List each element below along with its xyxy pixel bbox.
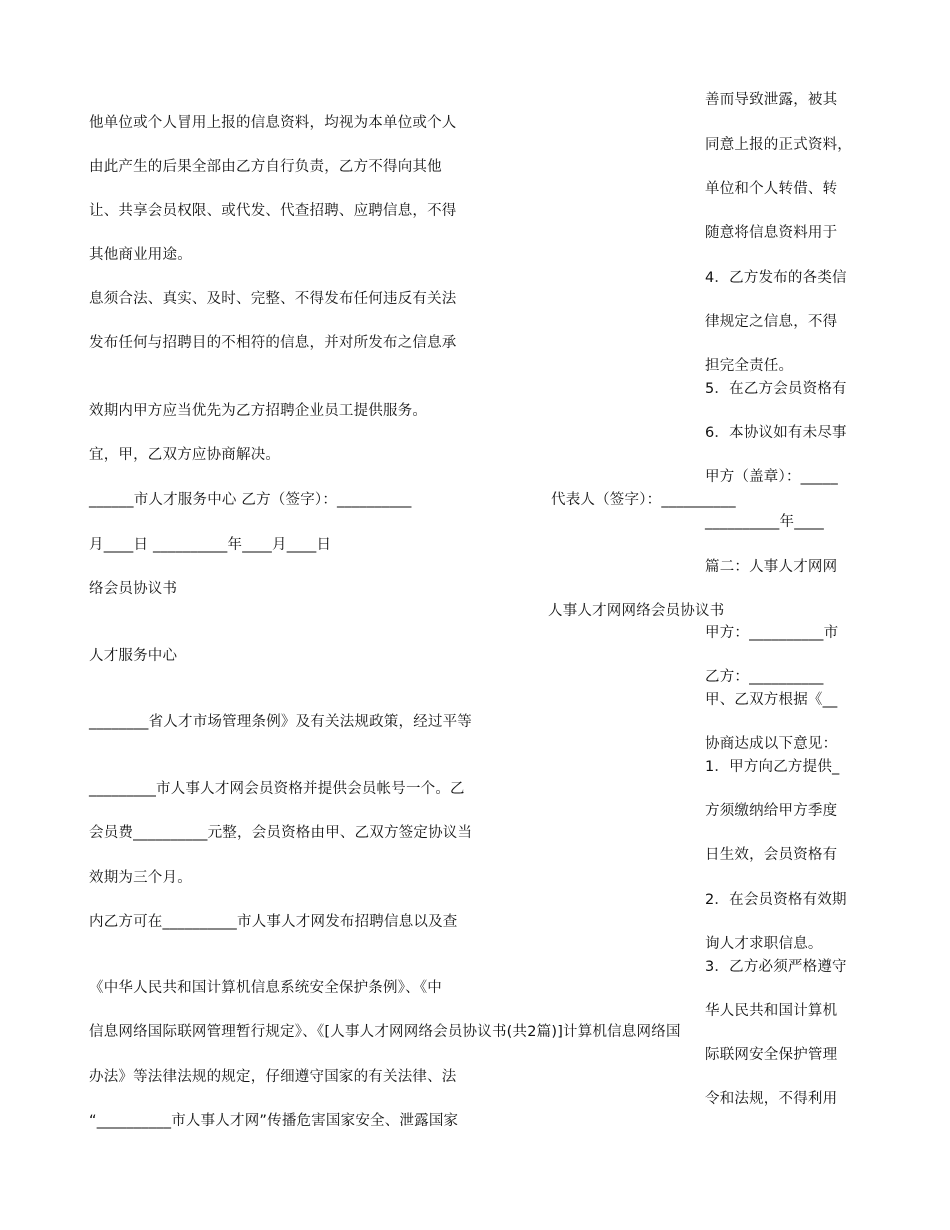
- right-line-24: 际联网安全保护管理: [705, 1047, 838, 1063]
- left-line-10: 月____日 __________年____月____日: [89, 537, 332, 553]
- left-line-4: 其他商业用途。: [89, 247, 192, 263]
- right-line-22: 3．乙方必须严格遵守: [705, 959, 847, 975]
- right-line-7: 担完全责任。: [705, 358, 794, 374]
- left-line-18: 《中华人民共和国计算机信息系统安全保护条例》、《中: [89, 980, 442, 996]
- right-line-1: 善而导致泄露，被其: [705, 92, 838, 108]
- left-line-3: 让、共享会员权限、或代发、代查招聘、应聘信息，不得: [89, 203, 457, 219]
- right-line-19: 日生效，会员资格有: [705, 847, 838, 863]
- document-heading: 人事人才网网络会员协议书: [548, 603, 725, 619]
- right-line-21: 询人才求职信息。: [705, 936, 823, 952]
- right-line-16: 协商达成以下意见：: [705, 736, 838, 752]
- right-line-8: 5．在乙方会员资格有: [705, 381, 847, 397]
- right-line-23: 华人民共和国计算机: [705, 1003, 838, 1019]
- left-line-8: 宜，甲，乙双方应协商解决。: [89, 447, 281, 463]
- representative-signature: 代表人（签字）：__________: [551, 492, 736, 508]
- right-line-13: 甲方：__________市: [705, 625, 839, 641]
- left-line-2: 由此产生的后果全部由乙方自行负责，乙方不得向其他: [89, 159, 442, 175]
- right-line-25: 令和法规，不得利用: [705, 1091, 838, 1107]
- left-line-21: “__________市人事人才网”传播危害国家安全、泄露国家: [89, 1113, 459, 1129]
- right-line-15: 甲、乙双方根据《__: [705, 692, 838, 708]
- right-line-12: 篇二：人事人才网网: [705, 559, 838, 575]
- left-line-7: 效期内甲方应当优先为乙方招聘企业员工提供服务。: [89, 403, 428, 419]
- right-line-18: 方须缴纳给甲方季度: [705, 803, 838, 819]
- left-line-11: 络会员协议书: [89, 581, 178, 597]
- right-line-11: __________年____: [705, 514, 824, 530]
- left-line-6: 发布任何与招聘目的不相符的信息，并对所发布之信息承: [89, 335, 457, 351]
- right-line-5: 4．乙方发布的各类信: [705, 270, 847, 286]
- left-line-15: 会员费__________元整，会员资格由甲、乙双方签定协议当: [89, 825, 473, 841]
- left-line-13: ________省人才市场管理条例》及有关法规政策，经过平等: [89, 714, 472, 730]
- right-line-14: 乙方：__________: [705, 669, 824, 685]
- right-line-2: 同意上报的正式资料，: [705, 137, 852, 153]
- left-line-12: 人才服务中心: [89, 648, 178, 664]
- left-line-20: 办法》等法律法规的规定，仔细遵守国家的有关法律、法: [89, 1069, 457, 1085]
- right-line-20: 2．在会员资格有效期: [705, 892, 847, 908]
- left-line-5: 息须合法、真实、及时、完整、不得发布任何违反有关法: [89, 291, 457, 307]
- left-line-1: 他单位或个人冒用上报的信息资料，均视为本单位或个人: [89, 115, 457, 131]
- left-line-9: ______市人才服务中心 乙方（签字）：__________: [89, 492, 412, 508]
- left-line-19: 信息网络国际联网管理暂行规定》、《[人事人才网网络会员协议书(共2篇)]计算机信息网络国: [89, 1024, 681, 1040]
- left-line-16: 效期为三个月。: [89, 870, 192, 886]
- left-line-17: 内乙方可在__________市人事人才网发布招聘信息以及查: [89, 914, 458, 930]
- right-line-6: 律规定之信息，不得: [705, 314, 838, 330]
- right-line-4: 随意将信息资料用于: [705, 225, 838, 241]
- right-line-9: 6．本协议如有未尽事: [705, 425, 847, 441]
- left-line-14: _________市人事人才网会员资格并提供会员帐号一个。乙: [89, 781, 465, 797]
- right-line-3: 单位和个人转借、转: [705, 181, 838, 197]
- right-line-10: 甲方（盖章）：_____: [705, 469, 838, 485]
- right-line-17: 1．甲方向乙方提供_: [705, 759, 840, 775]
